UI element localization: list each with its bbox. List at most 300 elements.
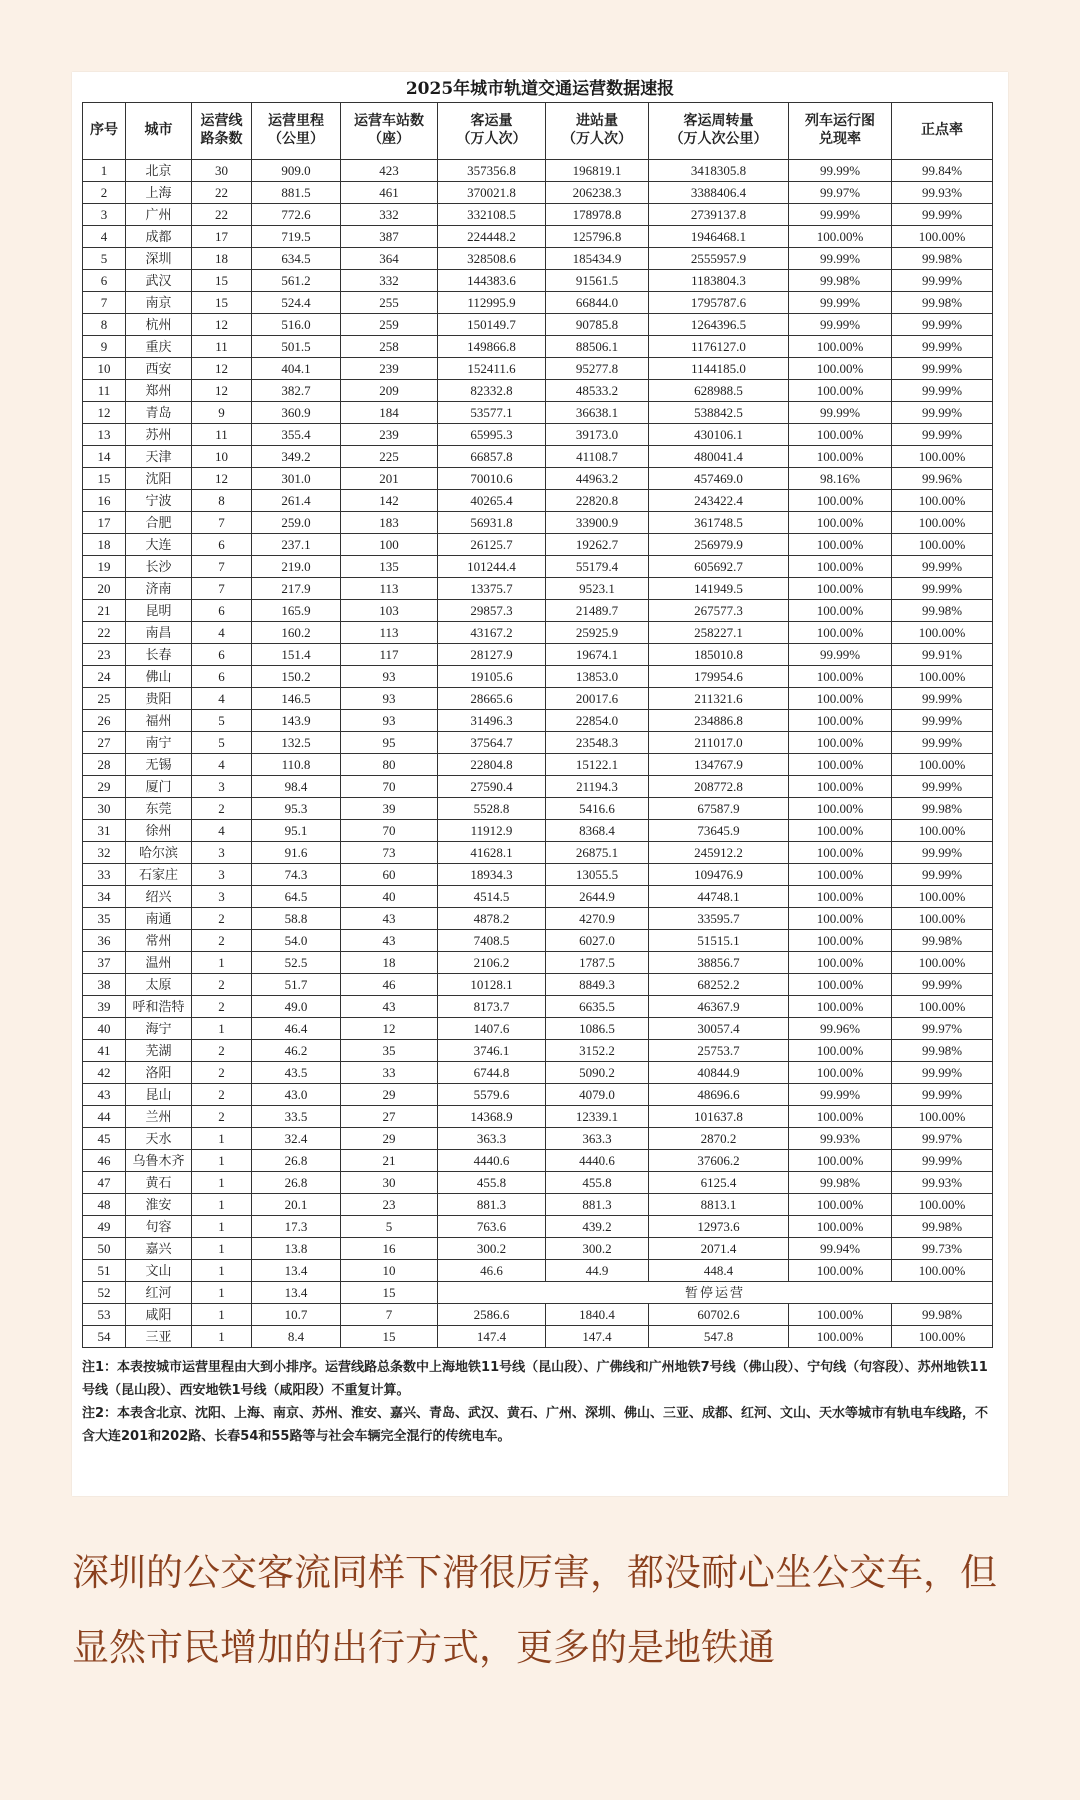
table-cell: 6027.0 bbox=[546, 930, 649, 952]
table-cell: 100.00% bbox=[789, 1304, 892, 1326]
table-cell: 绍兴 bbox=[126, 886, 192, 908]
table-cell: 13055.5 bbox=[546, 864, 649, 886]
table-cell: 99.99% bbox=[892, 380, 993, 402]
table-cell: 8813.1 bbox=[649, 1194, 789, 1216]
table-cell: 33900.9 bbox=[546, 512, 649, 534]
table-row bbox=[83, 1150, 993, 1172]
table-cell: 224448.2 bbox=[438, 226, 546, 248]
table-cell: 501.5 bbox=[252, 336, 341, 358]
table-row bbox=[83, 1062, 993, 1084]
table-cell: 13375.7 bbox=[438, 578, 546, 600]
table-cell: 99.99% bbox=[892, 732, 993, 754]
post-caption: 深圳的公交客流同样下滑很厉害，都没耐心坐公交车，但显然市民增加的出行方式，更多的是地铁通 bbox=[72, 1551, 997, 1669]
column-header-line: 路条数 bbox=[200, 132, 243, 147]
table-cell: 8 bbox=[83, 314, 126, 336]
table-cell: 3 bbox=[192, 886, 252, 908]
table-cell: 357356.8 bbox=[438, 160, 546, 182]
table-cell: 2555957.9 bbox=[649, 248, 789, 270]
table-cell: 19674.1 bbox=[546, 644, 649, 666]
table-cell: 95.3 bbox=[252, 798, 341, 820]
table-row bbox=[83, 776, 993, 798]
table-cell: 1 bbox=[192, 1282, 252, 1304]
table-cell: 29857.3 bbox=[438, 600, 546, 622]
table-cell: 634.5 bbox=[252, 248, 341, 270]
table-row bbox=[83, 358, 993, 380]
table-cell: 27 bbox=[83, 732, 126, 754]
table-cell: 25 bbox=[83, 688, 126, 710]
column-header-line: 正点率 bbox=[921, 123, 963, 138]
table-cell: 3 bbox=[192, 776, 252, 798]
table-cell: 100.00% bbox=[789, 534, 892, 556]
table-cell: 160.2 bbox=[252, 622, 341, 644]
data-table bbox=[82, 102, 993, 1348]
table-cell: 13853.0 bbox=[546, 666, 649, 688]
table-cell: 4878.2 bbox=[438, 908, 546, 930]
table-cell: 561.2 bbox=[252, 270, 341, 292]
table-cell: 99.73% bbox=[892, 1238, 993, 1260]
table-cell: 267577.3 bbox=[649, 600, 789, 622]
table-cell: 4 bbox=[192, 688, 252, 710]
table-cell: 12 bbox=[341, 1018, 438, 1040]
table-cell: 332 bbox=[341, 270, 438, 292]
table-cell: 1 bbox=[192, 1018, 252, 1040]
table-cell: 99.99% bbox=[892, 578, 993, 600]
table-cell: 65995.3 bbox=[438, 424, 546, 446]
table-cell: 1407.6 bbox=[438, 1018, 546, 1040]
table-row bbox=[83, 160, 993, 182]
table-cell: 23 bbox=[341, 1194, 438, 1216]
table-cell: 628988.5 bbox=[649, 380, 789, 402]
table-cell: 10 bbox=[341, 1260, 438, 1282]
table-cell: 28127.9 bbox=[438, 644, 546, 666]
table-cell: 46 bbox=[83, 1150, 126, 1172]
table-cell: 51.7 bbox=[252, 974, 341, 996]
table-cell: 22 bbox=[83, 622, 126, 644]
table-cell: 4 bbox=[192, 754, 252, 776]
table-cell: 38 bbox=[83, 974, 126, 996]
table-cell: 100.00% bbox=[789, 1062, 892, 1084]
table-cell: 6744.8 bbox=[438, 1062, 546, 1084]
table-cell: 90785.8 bbox=[546, 314, 649, 336]
table-cell: 2739137.8 bbox=[649, 204, 789, 226]
column-header-line: 运营线 bbox=[200, 114, 243, 129]
table-cell: 363.3 bbox=[546, 1128, 649, 1150]
table-row bbox=[83, 600, 993, 622]
table-cell: 360.9 bbox=[252, 402, 341, 424]
table-cell: 重庆 bbox=[126, 336, 192, 358]
table-cell: 23548.3 bbox=[546, 732, 649, 754]
table-cell: 99.99% bbox=[892, 424, 993, 446]
table-cell: 44748.1 bbox=[649, 886, 789, 908]
table-cell: 66844.0 bbox=[546, 292, 649, 314]
table-cell: 100.00% bbox=[789, 710, 892, 732]
table-cell: 40 bbox=[341, 886, 438, 908]
table-cell: 47 bbox=[83, 1172, 126, 1194]
column-header bbox=[892, 103, 993, 160]
table-cell: 524.4 bbox=[252, 292, 341, 314]
table-cell: 100.00% bbox=[892, 996, 993, 1018]
table-cell: 35 bbox=[83, 908, 126, 930]
column-header bbox=[83, 103, 126, 160]
table-cell: 厦门 bbox=[126, 776, 192, 798]
table-cell: 132.5 bbox=[252, 732, 341, 754]
table-cell: 53 bbox=[83, 1304, 126, 1326]
table-row bbox=[83, 534, 993, 556]
table-row bbox=[83, 996, 993, 1018]
table-cell: 41 bbox=[83, 1040, 126, 1062]
table-cell: 2 bbox=[192, 1106, 252, 1128]
table-cell: 100.00% bbox=[789, 754, 892, 776]
table-cell: 259.0 bbox=[252, 512, 341, 534]
table-cell: 22 bbox=[192, 204, 252, 226]
table-cell: 100.00% bbox=[789, 974, 892, 996]
table-cell: 黄石 bbox=[126, 1172, 192, 1194]
table-cell: 54.0 bbox=[252, 930, 341, 952]
table-row bbox=[83, 1018, 993, 1040]
table-cell: 1795787.6 bbox=[649, 292, 789, 314]
table-cell: 22804.8 bbox=[438, 754, 546, 776]
table-cell: 146.5 bbox=[252, 688, 341, 710]
table-cell: 1 bbox=[192, 1128, 252, 1150]
table-cell: 石家庄 bbox=[126, 864, 192, 886]
column-header-line: （公里） bbox=[268, 132, 324, 147]
table-cell: 7 bbox=[192, 512, 252, 534]
table-cell: 99.99% bbox=[892, 864, 993, 886]
table-cell: 51 bbox=[83, 1260, 126, 1282]
table-cell: 7 bbox=[83, 292, 126, 314]
table-cell: 301.0 bbox=[252, 468, 341, 490]
table-cell: 208772.8 bbox=[649, 776, 789, 798]
table-cell: 6635.5 bbox=[546, 996, 649, 1018]
table-cell: 99.99% bbox=[892, 556, 993, 578]
table-cell: 33.5 bbox=[252, 1106, 341, 1128]
table-cell: 深圳 bbox=[126, 248, 192, 270]
table-cell: 538842.5 bbox=[649, 402, 789, 424]
table-row bbox=[83, 1084, 993, 1106]
table-cell: 洛阳 bbox=[126, 1062, 192, 1084]
table-cell: 18 bbox=[192, 248, 252, 270]
table-cell: 30 bbox=[83, 798, 126, 820]
table-cell: 439.2 bbox=[546, 1216, 649, 1238]
table-cell: 95277.8 bbox=[546, 358, 649, 380]
table-cell: 43.0 bbox=[252, 1084, 341, 1106]
table-row bbox=[83, 1194, 993, 1216]
table-cell: 258 bbox=[341, 336, 438, 358]
table-cell: 49 bbox=[83, 1216, 126, 1238]
table-cell: 99.98% bbox=[892, 1304, 993, 1326]
table-cell: 909.0 bbox=[252, 160, 341, 182]
table-cell: 258227.1 bbox=[649, 622, 789, 644]
table-cell: 179954.6 bbox=[649, 666, 789, 688]
table-cell: 38856.7 bbox=[649, 952, 789, 974]
table-cell: 沈阳 bbox=[126, 468, 192, 490]
table-cell: 74.3 bbox=[252, 864, 341, 886]
table-cell: 100.00% bbox=[789, 446, 892, 468]
table-cell: 4 bbox=[83, 226, 126, 248]
table-cell: 12 bbox=[192, 468, 252, 490]
table-cell: 100.00% bbox=[892, 446, 993, 468]
table-cell: 54 bbox=[83, 1326, 126, 1348]
table-cell: 516.0 bbox=[252, 314, 341, 336]
table-cell: 763.6 bbox=[438, 1216, 546, 1238]
table-cell: 呼和浩特 bbox=[126, 996, 192, 1018]
table-cell: 144383.6 bbox=[438, 270, 546, 292]
table-cell: 2870.2 bbox=[649, 1128, 789, 1150]
table-cell: 211017.0 bbox=[649, 732, 789, 754]
table-cell: 34 bbox=[83, 886, 126, 908]
table-cell: 881.3 bbox=[438, 1194, 546, 1216]
column-header bbox=[789, 103, 892, 160]
table-cell: 31496.3 bbox=[438, 710, 546, 732]
table-cell: 28 bbox=[83, 754, 126, 776]
table-cell: 4270.9 bbox=[546, 908, 649, 930]
table-cell: 100.00% bbox=[789, 864, 892, 886]
table-cell: 404.1 bbox=[252, 358, 341, 380]
table-cell: 1176127.0 bbox=[649, 336, 789, 358]
table-cell: 39 bbox=[341, 798, 438, 820]
table-cell: 55179.4 bbox=[546, 556, 649, 578]
table-cell: 206238.3 bbox=[546, 182, 649, 204]
table-row bbox=[83, 292, 993, 314]
table-cell: 32 bbox=[83, 842, 126, 864]
table-cell: 100.00% bbox=[892, 886, 993, 908]
table-cell: 99.99% bbox=[892, 204, 993, 226]
table-cell: 237.1 bbox=[252, 534, 341, 556]
column-header-line: （万人次公里） bbox=[669, 132, 768, 147]
table-cell: 3388406.4 bbox=[649, 182, 789, 204]
table-cell: 70 bbox=[341, 820, 438, 842]
table-cell: 100.00% bbox=[789, 776, 892, 798]
table-cell: 117 bbox=[341, 644, 438, 666]
column-header-line: 兑现率 bbox=[819, 132, 861, 147]
table-cell: 219.0 bbox=[252, 556, 341, 578]
table-cell: 99.97% bbox=[892, 1018, 993, 1040]
column-header-line: 客运周转量 bbox=[683, 114, 754, 129]
table-cell: 37606.2 bbox=[649, 1150, 789, 1172]
table-cell: 1946468.1 bbox=[649, 226, 789, 248]
table-row bbox=[83, 1260, 993, 1282]
table-cell: 22854.0 bbox=[546, 710, 649, 732]
table-cell: 28665.6 bbox=[438, 688, 546, 710]
table-cell: 98.16% bbox=[789, 468, 892, 490]
table-cell: 455.8 bbox=[438, 1172, 546, 1194]
table-cell: 110.8 bbox=[252, 754, 341, 776]
table-cell: 150149.7 bbox=[438, 314, 546, 336]
table-cell: 嘉兴 bbox=[126, 1238, 192, 1260]
table-cell: 2 bbox=[192, 1084, 252, 1106]
suspended-note: 暂停运营 bbox=[438, 1282, 993, 1304]
table-cell: 24 bbox=[83, 666, 126, 688]
table-cell: 100.00% bbox=[789, 666, 892, 688]
table-cell: 36 bbox=[83, 930, 126, 952]
table-cell: 2 bbox=[192, 1062, 252, 1084]
table-cell: 245912.2 bbox=[649, 842, 789, 864]
table-cell: 9 bbox=[192, 402, 252, 424]
table-cell: 41108.7 bbox=[546, 446, 649, 468]
table-cell: 1 bbox=[192, 1194, 252, 1216]
table-cell: 82332.8 bbox=[438, 380, 546, 402]
table-cell: 17.3 bbox=[252, 1216, 341, 1238]
table-cell: 100.00% bbox=[789, 1326, 892, 1348]
table-cell: 100.00% bbox=[892, 820, 993, 842]
table-cell: 昆明 bbox=[126, 600, 192, 622]
table-row bbox=[83, 1216, 993, 1238]
table-cell: 147.4 bbox=[438, 1326, 546, 1348]
table-cell: 1787.5 bbox=[546, 952, 649, 974]
table-cell: 1 bbox=[192, 1150, 252, 1172]
table-cell: 9523.1 bbox=[546, 578, 649, 600]
table-cell: 99.91% bbox=[892, 644, 993, 666]
table-cell: 99.99% bbox=[892, 314, 993, 336]
table-cell: 99.99% bbox=[789, 204, 892, 226]
table-cell: 27590.4 bbox=[438, 776, 546, 798]
table-row bbox=[83, 732, 993, 754]
table-cell: 2 bbox=[192, 908, 252, 930]
table-cell: 142 bbox=[341, 490, 438, 512]
table-cell: 99.99% bbox=[892, 710, 993, 732]
table-cell: 昆山 bbox=[126, 1084, 192, 1106]
table-cell: 31 bbox=[83, 820, 126, 842]
table-cell: 6 bbox=[192, 666, 252, 688]
table-cell: 448.4 bbox=[649, 1260, 789, 1282]
table-cell: 16 bbox=[83, 490, 126, 512]
table-cell: 98.4 bbox=[252, 776, 341, 798]
table-cell: 70010.6 bbox=[438, 468, 546, 490]
table-cell: 文山 bbox=[126, 1260, 192, 1282]
table-cell: 152411.6 bbox=[438, 358, 546, 380]
table-cell: 46.6 bbox=[438, 1260, 546, 1282]
table-cell: 51515.1 bbox=[649, 930, 789, 952]
table-row bbox=[83, 424, 993, 446]
table-row bbox=[83, 952, 993, 974]
table-cell: 48533.2 bbox=[546, 380, 649, 402]
table-cell: 13.4 bbox=[252, 1282, 341, 1304]
table-cell: 7408.5 bbox=[438, 930, 546, 952]
table-cell: 53577.1 bbox=[438, 402, 546, 424]
table-cell: 41628.1 bbox=[438, 842, 546, 864]
table-cell: 141949.5 bbox=[649, 578, 789, 600]
table-cell: 387 bbox=[341, 226, 438, 248]
table-cell: 259 bbox=[341, 314, 438, 336]
table-cell: 100.00% bbox=[789, 1216, 892, 1238]
table-cell: 8849.3 bbox=[546, 974, 649, 996]
table-cell: 73645.9 bbox=[649, 820, 789, 842]
table-cell: 6 bbox=[192, 534, 252, 556]
note-1: 注1：本表按城市运营里程由大到小排序。运营线路总条数中上海地铁11号线（昆山段）、广佛线和广州地铁7号线（佛山段）、宁句线（句容段）、苏州地铁11号线（昆山段）、西安地铁1号线（咸阳段）不重复计算。 bbox=[82, 1360, 988, 1398]
column-header-line: 客运量 bbox=[470, 114, 513, 129]
table-cell: 3 bbox=[83, 204, 126, 226]
table-cell: 20017.6 bbox=[546, 688, 649, 710]
table-cell: 33 bbox=[83, 864, 126, 886]
table-cell: 100.00% bbox=[892, 754, 993, 776]
column-header bbox=[341, 103, 438, 160]
table-cell: 328508.6 bbox=[438, 248, 546, 270]
table-cell: 100.00% bbox=[789, 908, 892, 930]
table-cell: 2 bbox=[192, 974, 252, 996]
column-header-line: 进站量 bbox=[576, 114, 618, 129]
table-cell: 3152.2 bbox=[546, 1040, 649, 1062]
table-cell: 合肥 bbox=[126, 512, 192, 534]
table-cell: 12 bbox=[83, 402, 126, 424]
table-cell: 719.5 bbox=[252, 226, 341, 248]
table-notes bbox=[82, 1356, 998, 1448]
table-cell: 430106.1 bbox=[649, 424, 789, 446]
table-cell: 15122.1 bbox=[546, 754, 649, 776]
table-cell: 33595.7 bbox=[649, 908, 789, 930]
table-cell: 2071.4 bbox=[649, 1238, 789, 1260]
table-cell: 48 bbox=[83, 1194, 126, 1216]
table-cell: 5 bbox=[192, 710, 252, 732]
table-cell: 12339.1 bbox=[546, 1106, 649, 1128]
table-cell: 36638.1 bbox=[546, 402, 649, 424]
table-cell: 423 bbox=[341, 160, 438, 182]
table-cell: 100.00% bbox=[892, 622, 993, 644]
table-cell: 40 bbox=[83, 1018, 126, 1040]
table-cell: 234886.8 bbox=[649, 710, 789, 732]
table-cell: 48696.6 bbox=[649, 1084, 789, 1106]
table-cell: 句容 bbox=[126, 1216, 192, 1238]
table-cell: 8 bbox=[192, 490, 252, 512]
table-cell: 100.00% bbox=[892, 908, 993, 930]
table-cell: 143.9 bbox=[252, 710, 341, 732]
table-cell: 243422.4 bbox=[649, 490, 789, 512]
table-cell: 11912.9 bbox=[438, 820, 546, 842]
table-cell: 5528.8 bbox=[438, 798, 546, 820]
table-cell: 天水 bbox=[126, 1128, 192, 1150]
table-cell: 1 bbox=[192, 1326, 252, 1348]
table-row bbox=[83, 798, 993, 820]
table-cell: 20.1 bbox=[252, 1194, 341, 1216]
table-cell: 4440.6 bbox=[546, 1150, 649, 1172]
table-cell: 1 bbox=[83, 160, 126, 182]
table-row bbox=[83, 842, 993, 864]
table-row bbox=[83, 226, 993, 248]
table-cell: 100.00% bbox=[892, 952, 993, 974]
table-cell: 99.98% bbox=[789, 270, 892, 292]
table-cell: 46 bbox=[341, 974, 438, 996]
table-cell: 60 bbox=[341, 864, 438, 886]
table-cell: 徐州 bbox=[126, 820, 192, 842]
table-cell: 100.00% bbox=[789, 226, 892, 248]
table-row bbox=[83, 886, 993, 908]
table-cell: 20 bbox=[83, 578, 126, 600]
table-cell: 99.98% bbox=[892, 1040, 993, 1062]
table-cell: 苏州 bbox=[126, 424, 192, 446]
table-row bbox=[83, 578, 993, 600]
table-row bbox=[83, 402, 993, 424]
table-cell: 43 bbox=[341, 908, 438, 930]
table-cell: 100.00% bbox=[892, 534, 993, 556]
table-cell: 太原 bbox=[126, 974, 192, 996]
table-cell: 100.00% bbox=[892, 666, 993, 688]
table-cell: 37 bbox=[83, 952, 126, 974]
table-cell: 4079.0 bbox=[546, 1084, 649, 1106]
table-cell: 19262.7 bbox=[546, 534, 649, 556]
column-header-line: 城市 bbox=[144, 123, 173, 138]
table-cell: 101244.4 bbox=[438, 556, 546, 578]
table-cell: 29 bbox=[341, 1128, 438, 1150]
table-cell: 东莞 bbox=[126, 798, 192, 820]
table-cell: 常州 bbox=[126, 930, 192, 952]
table-cell: 18934.3 bbox=[438, 864, 546, 886]
table-cell: 95 bbox=[341, 732, 438, 754]
table-cell: 4440.6 bbox=[438, 1150, 546, 1172]
table-cell: 99.99% bbox=[892, 974, 993, 996]
table-cell: 100.00% bbox=[789, 622, 892, 644]
table-row bbox=[83, 1238, 993, 1260]
table-cell: 300.2 bbox=[546, 1238, 649, 1260]
table-cell: 239 bbox=[341, 424, 438, 446]
